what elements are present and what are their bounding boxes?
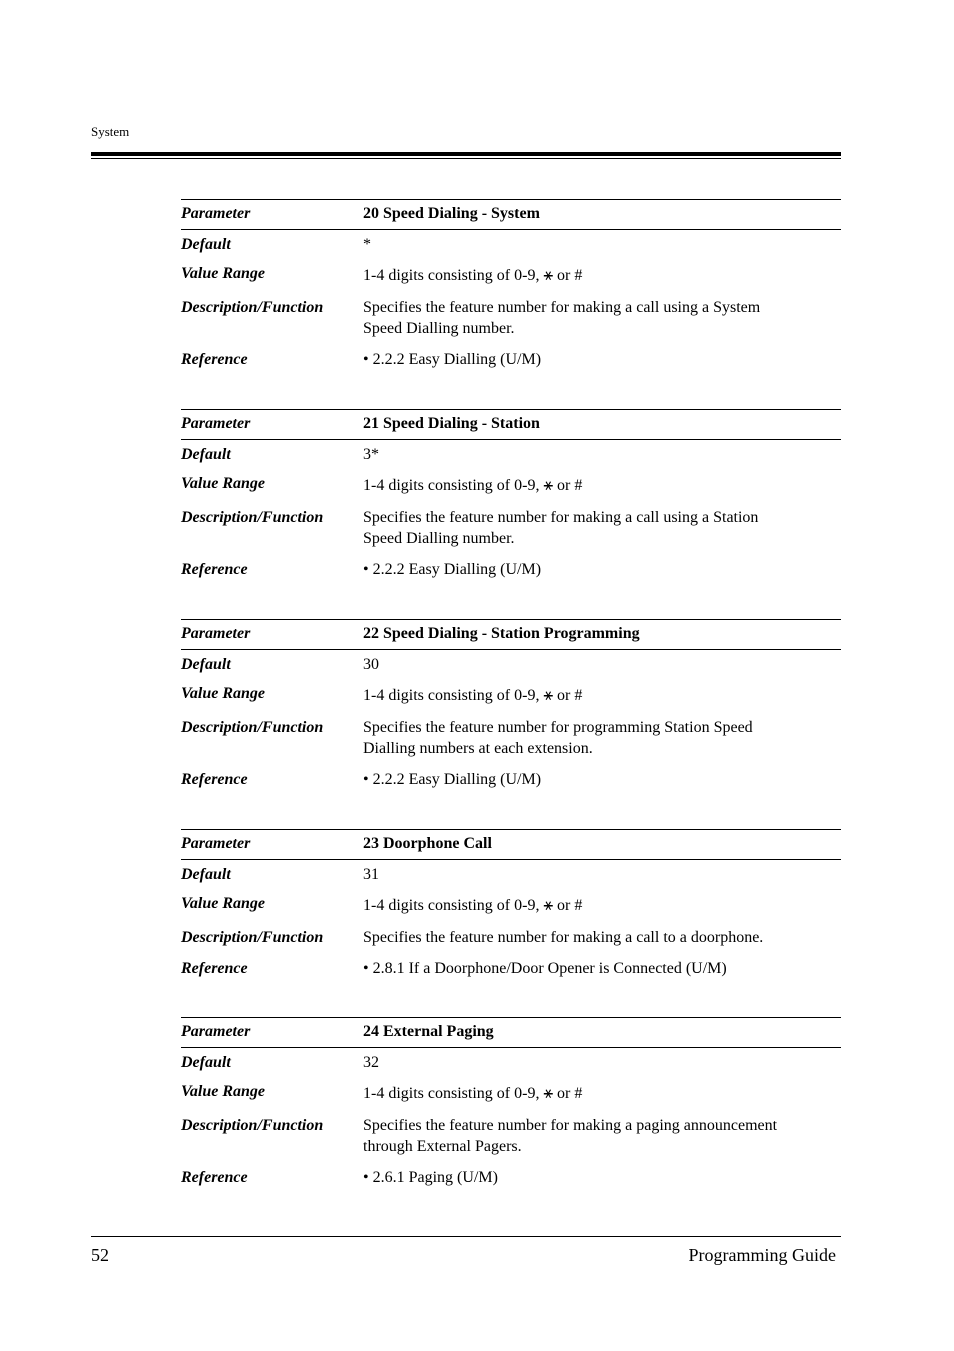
description-line: Speed Dialling number. [363,320,515,337]
default-label: Default [181,1054,231,1071]
default-row [181,860,841,885]
value-range-label: Value Range [181,895,266,912]
reference-row [181,1157,841,1188]
value-range-value: 1-4 digits consisting of 0-9, ⚹ or # [363,687,583,704]
value-range-row [181,255,841,286]
default-value: * [363,236,371,253]
reference-row [181,948,841,979]
reference-label: Reference [181,771,248,788]
description-row [181,496,841,549]
description-line: through External Pagers. [363,1138,522,1155]
default-value: 3* [363,446,379,463]
value-range-label: Value Range [181,685,266,702]
parameter-row [181,200,841,229]
reference-label: Reference [181,1169,248,1186]
description-label: Description/Function [181,719,324,736]
default-value: 32 [363,1054,379,1071]
default-row [181,440,841,465]
default-row [181,230,841,255]
value-range-label: Value Range [181,475,266,492]
description-row [181,916,841,948]
value-range-row [181,465,841,496]
description-line: Specifies the feature number for making a call using a Station [363,509,759,526]
default-value: 31 [363,866,379,883]
reference-row [181,339,841,370]
description-line: Specifies the feature number for making a call using a System [363,299,761,316]
description-row [181,1104,841,1157]
default-row [181,650,841,675]
parameter-block [181,199,841,370]
value-range-value: 1-4 digits consisting of 0-9, ⚹ or # [363,897,583,914]
parameter-value: 24 External Paging [363,1023,494,1040]
parameter-value: 21 Speed Dialing - Station [363,415,540,432]
running-header: System [91,124,130,139]
parameter-block [181,409,841,580]
default-label: Default [181,446,231,463]
value-range-row [181,885,841,916]
value-range-row [181,1073,841,1104]
parameter-label: Parameter [181,1023,251,1040]
reference-value: • 2.8.1 If a Doorphone/Door Opener is Connected (U/M) [363,960,727,977]
reference-label: Reference [181,351,248,368]
parameter-label: Parameter [181,835,251,852]
default-value: 30 [363,656,379,673]
parameter-row [181,620,841,649]
description-row [181,286,841,339]
reference-row [181,759,841,790]
parameter-label: Parameter [181,415,251,432]
value-range-value: 1-4 digits consisting of 0-9, ⚹ or # [363,267,583,284]
parameter-block [181,619,841,790]
reference-label: Reference [181,561,248,578]
reference-label: Reference [181,960,248,977]
description-value [363,297,841,339]
parameter-label: Parameter [181,205,251,222]
footer-title: Programming Guide [688,1245,836,1265]
default-label: Default [181,236,231,253]
reference-value: • 2.2.2 Easy Dialling (U/M) [363,351,542,368]
default-label: Default [181,656,231,673]
parameter-row [181,410,841,439]
description-row [181,706,841,759]
reference-value: • 2.2.2 Easy Dialling (U/M) [363,771,542,788]
value-range-value: 1-4 digits consisting of 0-9, ⚹ or # [363,1085,583,1102]
parameter-block [181,829,841,979]
parameter-value: 23 Doorphone Call [363,835,492,852]
parameter-row [181,1018,841,1047]
value-range-label: Value Range [181,265,266,282]
parameter-block [181,1017,841,1188]
value-range-value: 1-4 digits consisting of 0-9, ⚹ or # [363,477,583,494]
parameter-value: 20 Speed Dialing - System [363,205,540,222]
footer-rule [91,1236,841,1237]
description-label: Description/Function [181,1117,324,1134]
value-range-label: Value Range [181,1083,266,1100]
reference-value: • 2.6.1 Paging (U/M) [363,1169,498,1186]
parameter-label: Parameter [181,625,251,642]
description-line: Dialling numbers at each extension. [363,740,593,757]
description-label: Description/Function [181,929,324,946]
reference-value: • 2.2.2 Easy Dialling (U/M) [363,561,542,578]
parameter-value: 22 Speed Dialing - Station Programming [363,625,640,642]
description-label: Description/Function [181,509,324,526]
description-line: Specifies the feature number for making a paging announcement [363,1117,778,1134]
default-label: Default [181,866,231,883]
default-row [181,1048,841,1073]
description-line: Specifies the feature number for programming Station Speed [363,719,753,736]
page-number: 52 [91,1245,109,1265]
description-value [363,717,841,759]
header-rule-thick [91,152,841,156]
description-line: Specifies the feature number for making a call to a doorphone. [363,929,764,946]
description-value [363,1115,841,1157]
description-line: Speed Dialling number. [363,530,515,547]
reference-row [181,549,841,580]
description-value [363,927,841,948]
value-range-row [181,675,841,706]
header-rule-thin [91,158,841,159]
parameter-row [181,830,841,859]
description-value [363,507,841,549]
description-label: Description/Function [181,299,324,316]
